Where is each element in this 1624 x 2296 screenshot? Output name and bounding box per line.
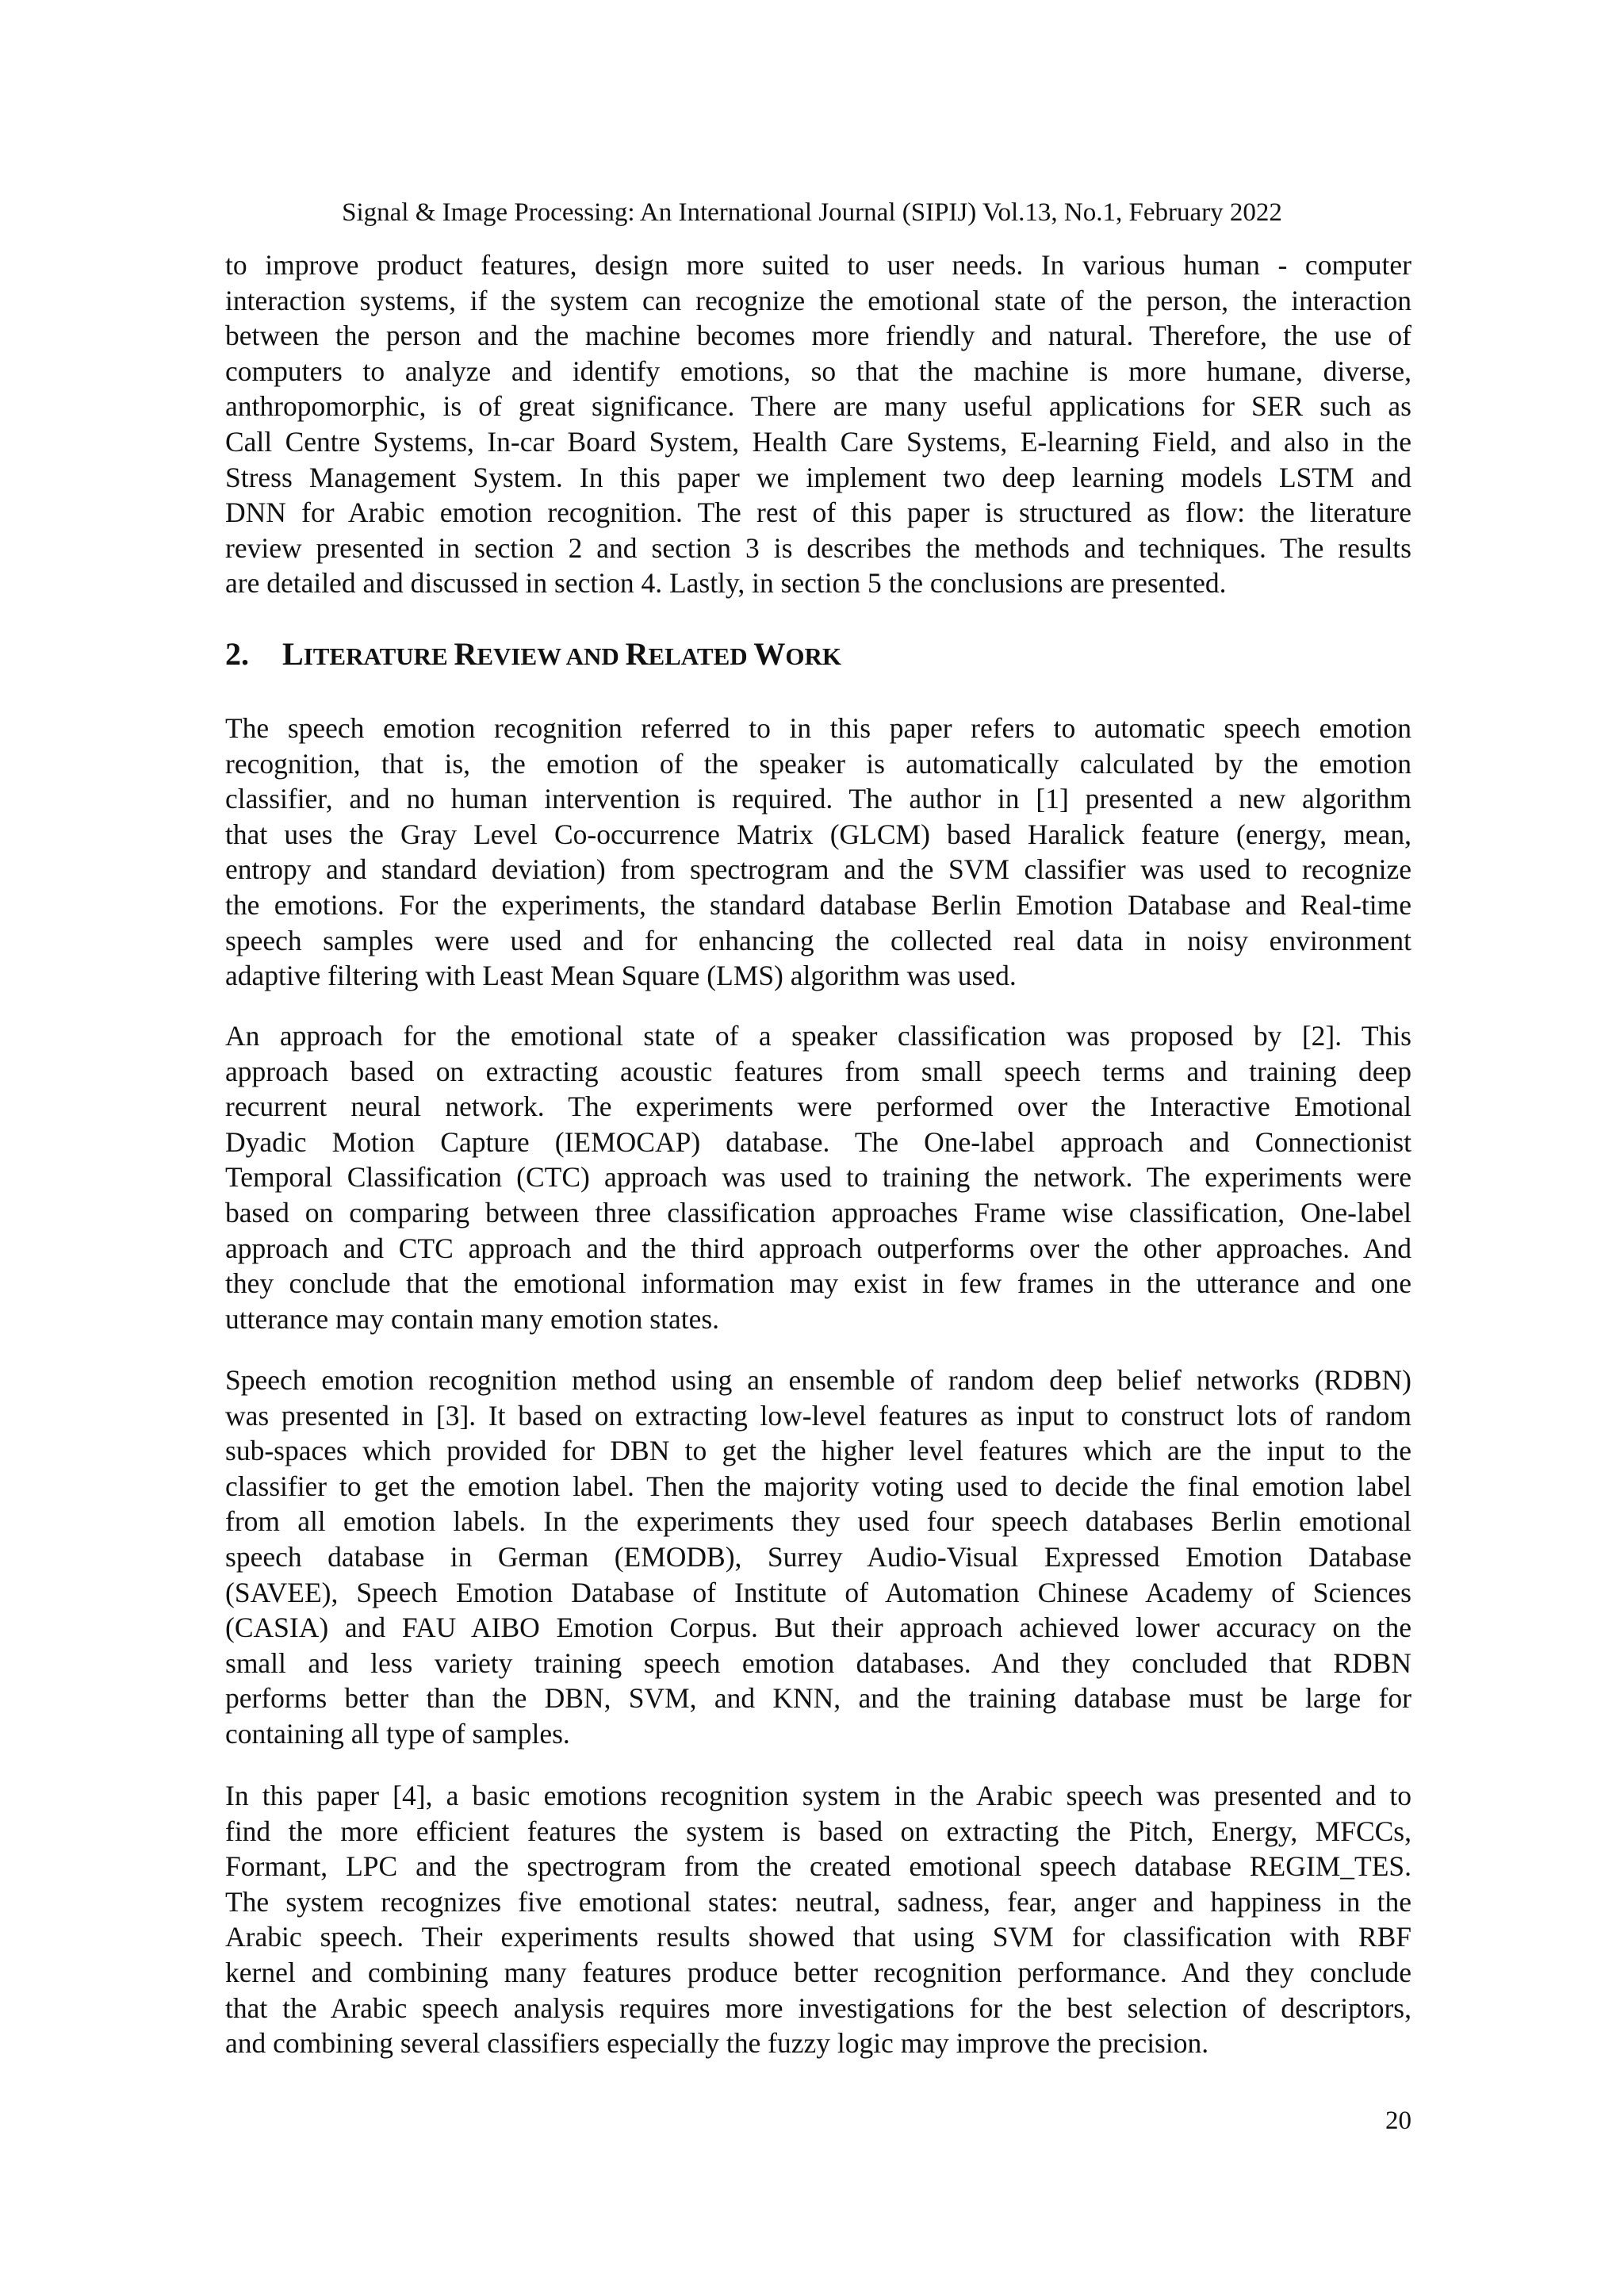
- section-title-part: R: [625, 636, 649, 672]
- text-line: approach based on extracting acoustic features from small speech terms and training deep: [225, 1055, 1411, 1087]
- text-line: In this paper [4], a basic emotions recognition system in the Arabic speech was presented and to: [225, 1780, 1411, 1811]
- text-line: Stress Management System. In this paper we implement two deep learning models LSTM and: [225, 461, 1411, 493]
- text-line: classifier to get the emotion label. Then the majority voting used to decide the final emotion label: [225, 1470, 1411, 1502]
- text-line: recognition, that is, the emotion of the speaker is automatically calculated by the emotion: [225, 747, 1411, 780]
- section-title-part: L: [282, 636, 304, 672]
- text-line: performs better than the DBN, SVM, and KNN, and the training database must be large for: [225, 1682, 1411, 1715]
- text-line: Temporal Classification (CTC) approach was used to training the network. The experiments were: [225, 1161, 1411, 1194]
- text-line: are detailed and discussed in section 4. Lastly, in section 5 the conclusions are presented.: [225, 567, 1227, 600]
- text-line: anthropomorphic, is of great significance. There are many useful applications for SER such as: [225, 390, 1411, 423]
- text-line: between the person and the machine becomes more friendly and natural. Therefore, the use of: [225, 320, 1411, 352]
- text-line: review presented in section 2 and section 3 is describes the methods and techniques. The results: [225, 531, 1411, 564]
- text-line: recurrent neural network. The experiments were performed over the Interactive Emotional: [225, 1091, 1411, 1123]
- intro-paragraph: [225, 247, 1411, 601]
- text-line: DNN for Arabic emotion recognition. The rest of this paper is structured as flow: the literature: [225, 496, 1411, 529]
- text-line: Speech emotion recognition method using an ensemble of random deep belief networks (RDBN): [225, 1364, 1411, 1396]
- text-line: computers to analyze and identify emotions, so that the machine is more humane, diverse,: [225, 355, 1411, 387]
- text-line: was presented in [3]. It based on extracting low-level features as input to construct lots of random: [225, 1399, 1411, 1432]
- section-title-part: R: [454, 636, 477, 672]
- page-number: 20: [1385, 2106, 1411, 2135]
- text-line: speech samples were used and for enhancing the collected real data in noisy environment: [225, 924, 1411, 956]
- text-line: that uses the Gray Level Co-occurrence Matrix (GLCM) based Haralick feature (energy, mean,: [225, 818, 1411, 850]
- text-line: entropy and standard deviation) from spectrogram and the SVM classifier was used to recognize: [225, 853, 1411, 886]
- text-line: Call Centre Systems, In-car Board System, Health Care Systems, E-learning Field, and also in the: [225, 425, 1411, 458]
- text-line: An approach for the emotional state of a speaker classification was proposed by [2]. This: [225, 1020, 1411, 1052]
- section-title-part: ITERATURE: [303, 642, 454, 670]
- text-line: adaptive filtering with Least Mean Square (LMS) algorithm was used.: [225, 960, 1017, 992]
- text-line: small and less variety training speech emotion databases. And they concluded that RDBN: [225, 1646, 1411, 1679]
- text-line: kernel and combining many features produce better recognition performance. And they conclude: [225, 1956, 1411, 1988]
- text-line: approach and CTC approach and the third approach outperforms over the other approaches. And: [225, 1232, 1411, 1264]
- paragraph-rdbn: [225, 1363, 1411, 1752]
- text-line: The system recognizes five emotional states: neutral, sadness, fear, anger and happiness in the: [225, 1885, 1411, 1918]
- paragraph-iemocap: [225, 1018, 1411, 1336]
- text-line: containing all type of samples.: [225, 1717, 570, 1750]
- text-line: based on comparing between three classification approaches Frame wise classification, One-label: [225, 1196, 1411, 1228]
- paragraph-glcm: [225, 711, 1411, 994]
- paragraph-regim-tes: [225, 1778, 1411, 2061]
- text-line: classifier, and no human intervention is required. The author in [1] presented a new algorithm: [225, 783, 1411, 815]
- running-header: Signal & Image Processing: An International Journal (SIPIJ) Vol.13, No.1, February 2022: [342, 198, 1282, 227]
- text-line: and combining several classifiers especially the fuzzy logic may improve the precision.: [225, 2027, 1209, 2060]
- text-line: The speech emotion recognition referred to in this paper refers to automatic speech emotion: [225, 712, 1411, 744]
- text-line: the emotions. For the experiments, the standard database Berlin Emotion Database and Real-time: [225, 888, 1411, 921]
- section-title-part: EVIEW AND: [477, 642, 626, 670]
- text-line: from all emotion labels. In the experiments they used four speech databases Berlin emotional: [225, 1505, 1411, 1538]
- section-title-part: W: [753, 636, 786, 672]
- text-line: Formant, LPC and the spectrogram from the created emotional speech database REGIM_TES.: [225, 1850, 1411, 1883]
- text-line: to improve product features, design more suited to user needs. In various human - computer: [225, 249, 1411, 281]
- text-line: Arabic speech. Their experiments results showed that using SVM for classification with RBF: [225, 1921, 1411, 1953]
- section-number: 2.: [225, 636, 249, 672]
- section-heading: [225, 634, 841, 677]
- text-line: interaction systems, if the system can recognize the emotional state of the person, the interaction: [225, 284, 1411, 316]
- text-line: sub-spaces which provided for DBN to get the higher level features which are the input to the: [225, 1435, 1411, 1467]
- text-line: utterance may contain many emotion states.: [225, 1302, 720, 1335]
- text-line: they conclude that the emotional information may exist in few frames in the utterance and one: [225, 1267, 1411, 1300]
- text-line: Dyadic Motion Capture (IEMOCAP) database. The One-label approach and Connectionist: [225, 1125, 1411, 1158]
- section-title-part: ORK: [785, 642, 842, 670]
- text-line: (CASIA) and FAU AIBO Emotion Corpus. But their approach achieved lower accuracy on the: [225, 1612, 1411, 1644]
- section-title-part: ELATED: [648, 642, 754, 670]
- text-line: find the more efficient features the system is based on extracting the Pitch, Energy, MFCCs,: [225, 1815, 1411, 1847]
- text-line: (SAVEE), Speech Emotion Database of Institute of Automation Chinese Academy of Sciences: [225, 1576, 1411, 1608]
- text-line: that the Arabic speech analysis requires more investigations for the best selection of descriptors,: [225, 1991, 1411, 2024]
- text-line: speech database in German (EMODB), Surrey Audio-Visual Expressed Emotion Database: [225, 1540, 1411, 1573]
